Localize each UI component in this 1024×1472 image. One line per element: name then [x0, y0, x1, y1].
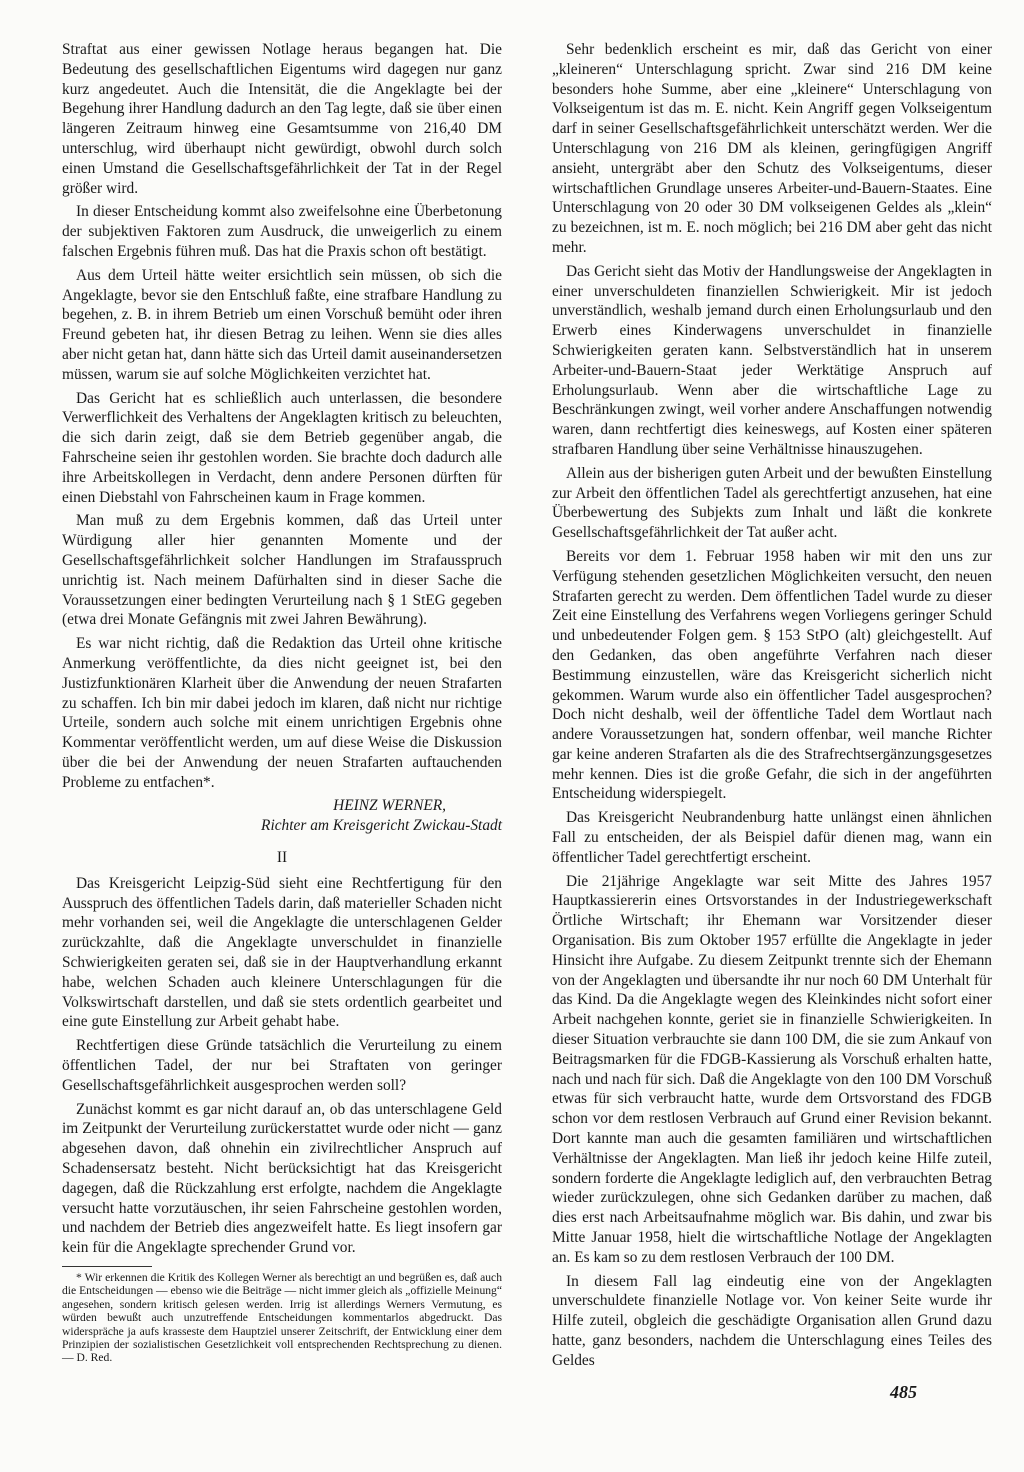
editorial-footnote: * Wir erkennen die Kritik des Kollegen Werner als berechtigt an und begrüßen es, daß auch die Entscheidungen — ebenso wie die Beiträge — nicht immer gleich als „offizielle Meinung“ angesehen, sondern kritisch gelesen werden. Irrig ist allerdings Werners Vermutung, es würden bewußt auch unzutreffende Entscheidungen kommentarlos abgedruckt. Das widerspräche ja aufs krasseste dem Hauptziel unserer Zeitschrift, der Entwicklung einer dem Prinzipien der sozialistischen Gesetzlichkeit voll entsprechenden Rechtsprechung zu dienen. — D. Red. [62, 1271, 502, 1365]
footnote-divider [62, 1266, 152, 1267]
page-number: 485 [890, 1382, 917, 1402]
left-paragraph-7: Das Kreisgericht Leipzig-Süd sieht eine Rechtfertigung für den Ausspruch des öffentlichen Tadels darin, daß materieller Schaden nicht mehr vorhanden sei, weil die Angeklagte die unterschlagenen Gelder zurückzahlte, daß die Angeklagte unverschuldet in finanzielle Schwierigkeiten geraten sei, daß sie in der Hauptverhandlung erkannt habe, welchen Schaden auch kleinere Unterschlagungen für die Volkswirtschaft darstellen, und daß sie stets ordentlich gearbeitet und eine gute Einstellung zur Arbeit gehabt habe. [62, 874, 502, 1031]
author-role: Richter am Kreisgericht Zwickau-Stadt [261, 817, 502, 835]
left-paragraph-9: Zunächst kommt es gar nicht darauf an, ob das unterschlagene Geld im Zeitpunkt der Verurteilung zurückerstattet wurde oder nicht — ganz abgesehen davon, daß ohnehin ein zivilrechtlicher Anspruch auf Schadensersatz besteht. Nicht berücksichtigt hat das Kreisgericht dagegen, daß die Rückzahlung erst erfolgte, nachdem die Angeklagte versucht hatte vorzutäuschen, ihr seien Fahrscheine gestohlen worden, und nachdem der Betrieb dies angezweifelt hatte. Es liegt insofern gar kein für die Angeklagte sprechender Grund vor. [62, 1100, 502, 1257]
document-page [62, 40, 994, 1440]
left-paragraph-5: Man muß zu dem Ergebnis kommen, daß das Urteil unter Würdigung aller hier genannten Momente und der Gesellschaftsgefährlichkeit solcher Handlungen im Strafausspruch unrichtig ist. Nach meinem Dafürhalten sind in dieser Sache die Voraussetzungen einer bedingten Verurteilung nach § 1 StEG gegeben (etwa drei Monate Gefängnis mit zwei Jahren Bewährung). [62, 512, 502, 629]
left-paragraph-1: Straftat aus einer gewissen Notlage heraus begangen hat. Die Bedeutung des gesellschaftlichen Eigentums wird dagegen nur ganz kurz angedeutet. Auch die Intensität, die die Angeklagte bei der Begehung ihrer Handlung dadurch an den Tag legte, daß sie über einen längeren Zeitraum hinweg eine Gesamtsumme von 216,40 DM unterschlug, wird überhaupt nicht gewürdigt, obwohl durch solch einen Umstand die Gesellschaftsgefährlichkeit der Tat in der Regel größer wird. [62, 41, 502, 197]
right-paragraph-6: Die 21jährige Angeklagte war seit Mitte des Jahres 1957 Hauptkassiererin eines Ortsvorstandes in der Industriegewerkschaft Örtliche Wirtschaft; ihr Ehemann war Vorsitzender dieser Organisation. Bis zum Oktober 1957 erfüllte die Angeklagte in jeder Hinsicht ihre Aufgabe. Zu diesem Zeitpunkt trennte sich der Ehemann von der Angeklagten und übersandte ihr nur noch 60 DM Unterhalt für das Kind. Da die Angeklagte wegen des Kleinkindes nicht sofort einer Arbeit nachgehen konnte, geriet sie in finanzielle Schwierigkeiten. In dieser Situation verbrauchte sie dann 100 DM, die sie zum Ankauf von Beitragsmarken für die FDGB-Kassierung als Vorschuß erhalten hatte, nach und nach für sich. Daß die Angeklagte von den 100 DM Vorschuß etwas für sich verbraucht hatte, wurde dem Ortsvorstand des FDGB schon vor dem restlosen Verbrauch auf Grund einer Revision bekannt. Dort kannte man auch die gesamten familiären und wirtschaftlichen Verhältnisse der Angeklagten. Man ließ ihr jedoch keine Hilfe zuteil, sondern forderte die Angeklagte lediglich auf, den verbrauchten Betrag wieder zurückzulegen, ohne sich Gedanken darüber zu machen, daß dies erst nach Arbeitsaufnahme möglich war. Bis dahin, und zwar bis Mitte Januar 1958, hielt die wirtschaftliche Notlage der Angeklagten an. Es kam so zu dem restlosen Verbrauch der 100 DM. [552, 872, 992, 1266]
right-paragraph-5: Das Kreisgericht Neubrandenburg hatte unlängst einen ähnlichen Fall zu entscheiden, der als Beispiel dafür dienen mag, wann ein öffentlicher Tadel gerechtfertigt erscheint. [552, 809, 992, 866]
left-paragraph-3: Aus dem Urteil hätte weiter ersichtlich sein müssen, ob sich die Angeklagte, bevor sie den Entschluß faßte, eine strafbare Handlung zu begehen, z. B. in ihrem Betrieb um einen Vorschuß bemüht oder ihren Freund gebeten hat, ihr diesen Betrag zu leihen. Wenn sie dies alles aber nicht getan hat, dann hätte sich das Urteil damit auseinandersetzen müssen, warum sie auf solche Möglichkeiten verzichtet hat. [62, 266, 502, 383]
left-column [62, 40, 502, 1369]
right-paragraph-4: Bereits vor dem 1. Februar 1958 haben wir mit den uns zur Verfügung stehenden gesetzlichen Möglichkeiten versucht, den neuen Strafarten gerecht zu werden. Dem öffentlichen Tadel wurde zu dieser Zeit eine Einstellung des Verfahrens wegen Vorliegens geringer Schuld und unbedeutender Folgen gem. § 153 StPO (alt) gleichgestellt. Auf den Gedanken, das oben angeführte Verfahren nach dieser Bestimmung einzustellen, wäre das Kreisgericht sicherlich nicht gekommen. Warum wurde also ein öffentlicher Tadel ausgesprochen? Doch nicht deshalb, weil der öffentliche Tadel dem Wortlaut nach andere Voraussetzungen hat, sondern offenbar, weil manche Richter gar keine anderen Strafarten als die des Strafrechtsergänzungsgesetzes mehr kennen. Dies ist die große Gefahr, die sich in der angeführten Entscheidung widerspiegelt. [552, 547, 992, 803]
right-paragraph-1: Sehr bedenklich erscheint es mir, daß das Gericht von einer „kleineren“ Unterschlagung spricht. Zwar sind 216 DM keine besonders hohe Summe, aber eine „kleinere“ Unterschlagung von Volkseigentum ist das m. E. nicht. Kein Angriff gegen Volkseigentum darf in seiner Gesellschaftsgefährlichkeit unterschätzt werden. Wer die Unterschlagung von 216 DM als kleinen, geringfügigen Angriff ansieht, untergräbt aber den Schutz des Volkseigentums, dieser wirtschaftlichen Grundlage unseres Arbeiter-und-Bauern-Staates. Eine Unterschlagung von 20 oder 30 DM volkseigenen Geldes als „klein“ zu bezeichnen, ist m. E. noch möglich; bei 216 DM aber geht das nicht mehr. [552, 41, 992, 256]
left-paragraph-8: Rechtfertigen diese Gründe tatsächlich die Verurteilung zu einem öffentlichen Tadel, der nur bei Straftaten von geringer Gesellschaftsgefährlichkeit ausgesprochen werden soll? [62, 1037, 502, 1094]
right-column [552, 40, 992, 1375]
left-paragraph-6: Es war nicht richtig, daß die Redaktion das Urteil ohne kritische Anmerkung veröffentlichte, da dies nicht geeignet ist, bei den Justizfunktionären Klarheit über die Anwendung der neuen Strafarten zu schaffen. Ich bin mir dabei jedoch im klaren, daß nicht nur richtige Urteile, sondern auch solche mit einem unrichtigen Ergebnis ohne Kommentar veröffentlicht werden, um auf diese Weise die Diskussion über die bei der Anwendung der neuen Strafarten auftauchenden Probleme zu entfachen*. [62, 635, 502, 791]
right-paragraph-7: In diesem Fall lag eindeutig eine von der Angeklagten unverschuldete finanzielle Notlage vor. Von keiner Seite wurde ihr Hilfe zuteil, obgleich die geschädigte Organisation allen Grund dazu hatte, ganz besonders, nachdem die Unterschlagung eines Teiles des Geldes [552, 1272, 992, 1369]
author-name: HEINZ WERNER, [333, 797, 446, 815]
right-paragraph-3: Allein aus der bisherigen guten Arbeit und der bewußten Einstellung zur Arbeit den öffentlichen Tadel als gerechtfertigt anzusehen, hat eine Überbewertung des Subjekts zum Inhalt und läßt die konkrete Gesellschaftsgefährlichkeit der Tat außer acht. [552, 464, 992, 542]
author-signature [62, 796, 502, 836]
right-paragraph-2: Das Gericht sieht das Motiv der Handlungsweise der Angeklagten in einer unverschuldeten finanziellen Schwierigkeit. Mir ist jedoch unverständlich, weshalb jemand durch einen Erholungsurlaub und den Erwerb eines Kinderwagens unverschuldet in finanzielle Schwierigkeiten geraten kann. Selbstverständlich hat in unserem Arbeiter-und-Bauern-Staat jeder Werktätige Anspruch auf Erholungsurlaub. Wenn aber die wirtschaftliche Lage zu Beschränkungen zwingt, weil vorher andere Anschaffungen notwendig waren, dann rechtfertigt dies keineswegs, auf Kosten einer späteren strafbaren Handlung über seine Verhältnisse hinauszugehen. [552, 262, 992, 458]
left-paragraph-2: In dieser Entscheidung kommt also zweifelsohne eine Überbetonung der subjektiven Faktoren zum Ausdruck, die unweigerlich zu einem falschen Ergebnis führen muß. Das hat die Praxis schon oft bestätigt. [62, 203, 502, 260]
left-paragraph-4: Das Gericht hat es schließlich auch unterlassen, die besondere Verwerflichkeit des Verhaltens der Angeklagten kritisch zu beleuchten, die sich darin zeigt, daß sie dem Betrieb gegenüber angab, die Fahrscheine seien ihr gestohlen worden. Sie brachte doch dadurch alle ihre Arbeitskollegen in Verdacht, denn andere Personen dürften für einen Diebstahl von Fahrscheinen kaum in Frage kommen. [62, 389, 502, 506]
section-number: II [276, 849, 288, 867]
